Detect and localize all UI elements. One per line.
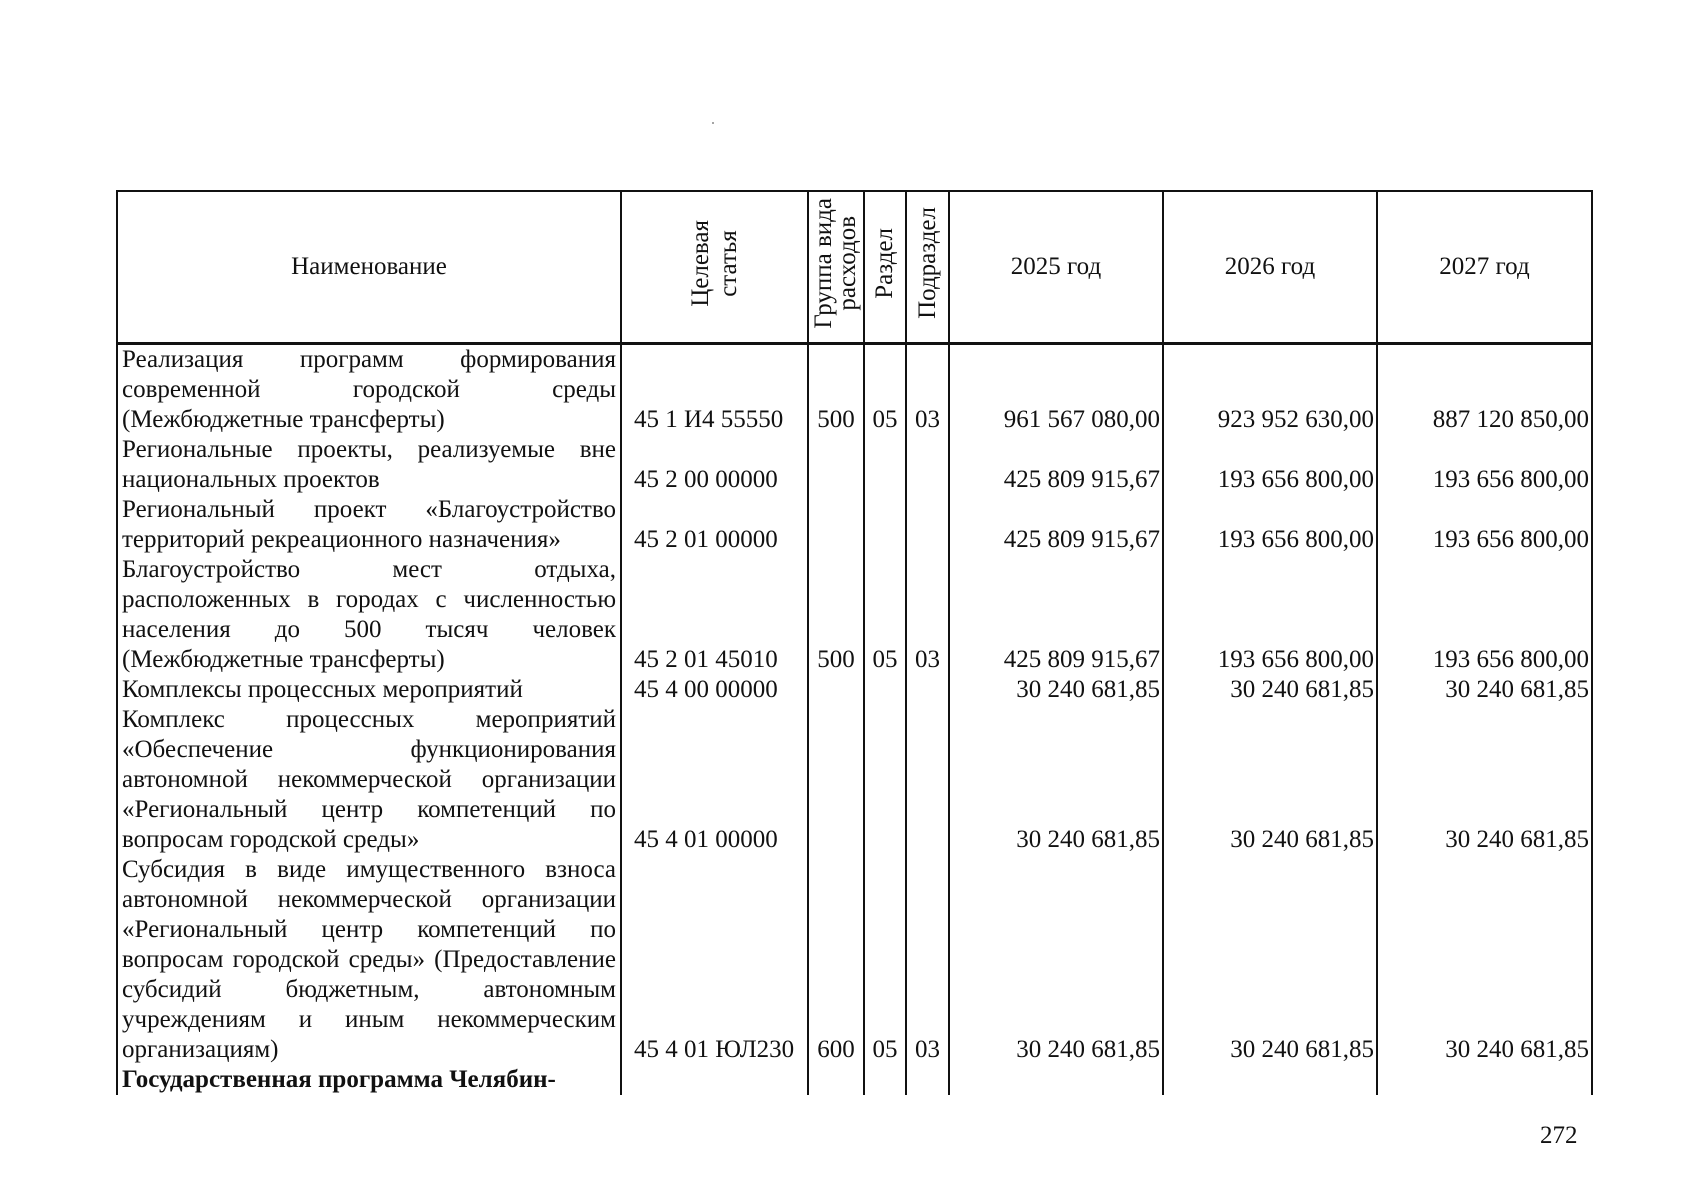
- row-target-article: 45 4 01 00000: [621, 705, 808, 855]
- table-row: [117, 705, 1592, 855]
- header-target-article: Целевая статья: [621, 191, 808, 344]
- row-amount-2027: 30 240 681,85: [1377, 675, 1592, 705]
- page-number: 272: [1540, 1122, 1578, 1149]
- row-amount-2025: 30 240 681,85: [949, 705, 1163, 855]
- row-target-article: 45 2 01 45010: [621, 555, 808, 675]
- row-name: Субсидия в виде имущественного взноса автономной некоммерческой организации «Региональный центр компетенций по вопросам городской среды» (Предоставление субсидий бюджетным, автономным учреждениям и иным некоммерческим организациям): [117, 855, 621, 1065]
- row-amount-2026: 193 656 800,00: [1163, 555, 1377, 675]
- row-amount-2027: 193 656 800,00: [1377, 555, 1592, 675]
- row-amount-2025: 30 240 681,85: [949, 855, 1163, 1065]
- row-amount-2027: 30 240 681,85: [1377, 705, 1592, 855]
- row-target-article: 45 1 И4 55550: [621, 344, 808, 436]
- header-name: Наименование: [117, 191, 621, 344]
- row-expense-group: 500: [808, 344, 864, 436]
- row-section: 05: [864, 855, 906, 1065]
- row-amount-2027: [1377, 1065, 1592, 1095]
- row-subsection: [906, 435, 949, 495]
- row-expense-group: [808, 435, 864, 495]
- row-name: Региональные проекты, реализуемые вне национальных проектов: [117, 435, 621, 495]
- row-name: Региональный проект «Благоустройство территорий рекреационного назначения»: [117, 495, 621, 555]
- row-section: [864, 705, 906, 855]
- row-expense-group: [808, 495, 864, 555]
- row-amount-2027: 30 240 681,85: [1377, 855, 1592, 1065]
- row-name: Комплексы процессных мероприятий: [117, 675, 621, 705]
- row-amount-2026: 923 952 630,00: [1163, 344, 1377, 436]
- row-amount-2026: 30 240 681,85: [1163, 675, 1377, 705]
- header-subsection: Подраздел: [906, 191, 949, 344]
- row-section: [864, 495, 906, 555]
- row-subsection: [906, 495, 949, 555]
- row-expense-group: [808, 675, 864, 705]
- row-amount-2026: 30 240 681,85: [1163, 705, 1377, 855]
- row-section: [864, 435, 906, 495]
- table-row: [117, 435, 1592, 495]
- table-row: [117, 1065, 1592, 1095]
- table-header-row: [117, 191, 1592, 344]
- row-subsection: [906, 675, 949, 705]
- header-year-2025: 2025 год: [949, 191, 1163, 344]
- row-amount-2025: [949, 1065, 1163, 1095]
- row-subsection: [906, 1065, 949, 1095]
- row-name: Реализация программ формирования современной городской среды (Межбюджетные трансферты): [117, 344, 621, 436]
- row-name: Государственная программа Челябин-: [117, 1065, 621, 1095]
- row-subsection: 03: [906, 344, 949, 436]
- table-row: [117, 675, 1592, 705]
- row-amount-2026: 30 240 681,85: [1163, 855, 1377, 1065]
- row-expense-group: [808, 705, 864, 855]
- row-subsection: 03: [906, 855, 949, 1065]
- header-expense-group: Группа вида расходов: [808, 191, 864, 344]
- row-subsection: 03: [906, 555, 949, 675]
- row-amount-2027: 193 656 800,00: [1377, 495, 1592, 555]
- table-row: [117, 855, 1592, 1065]
- row-expense-group: [808, 1065, 864, 1095]
- row-section: [864, 675, 906, 705]
- row-section: [864, 1065, 906, 1095]
- row-expense-group: 500: [808, 555, 864, 675]
- row-name: Комплекс процессных мероприятий «Обеспечение функционирования автономной некоммерческой организации «Региональный центр компетенций по вопросам городской среды»: [117, 705, 621, 855]
- row-subsection: [906, 705, 949, 855]
- table-row: [117, 555, 1592, 675]
- row-amount-2027: 887 120 850,00: [1377, 344, 1592, 436]
- row-target-article: 45 2 00 00000: [621, 435, 808, 495]
- budget-table: [116, 190, 1593, 1095]
- row-amount-2025: 961 567 080,00: [949, 344, 1163, 436]
- row-target-article: [621, 1065, 808, 1095]
- row-target-article: 45 4 01 ЮЛ230: [621, 855, 808, 1065]
- row-amount-2026: [1163, 1065, 1377, 1095]
- row-target-article: 45 2 01 00000: [621, 495, 808, 555]
- row-expense-group: 600: [808, 855, 864, 1065]
- row-amount-2027: 193 656 800,00: [1377, 435, 1592, 495]
- scan-speck: [712, 122, 714, 124]
- header-year-2026: 2026 год: [1163, 191, 1377, 344]
- row-amount-2025: 425 809 915,67: [949, 495, 1163, 555]
- row-section: 05: [864, 344, 906, 436]
- row-amount-2025: 425 809 915,67: [949, 555, 1163, 675]
- row-amount-2025: 425 809 915,67: [949, 435, 1163, 495]
- table-row: [117, 495, 1592, 555]
- header-year-2027: 2027 год: [1377, 191, 1592, 344]
- row-section: 05: [864, 555, 906, 675]
- row-amount-2026: 193 656 800,00: [1163, 495, 1377, 555]
- header-section: Раздел: [864, 191, 906, 344]
- row-name: Благоустройство мест отдыха, расположенных в городах с численностью населения до 500 тысяч человек (Межбюджетные трансферты): [117, 555, 621, 675]
- row-amount-2025: 30 240 681,85: [949, 675, 1163, 705]
- table-row: [117, 344, 1592, 436]
- row-target-article: 45 4 00 00000: [621, 675, 808, 705]
- row-amount-2026: 193 656 800,00: [1163, 435, 1377, 495]
